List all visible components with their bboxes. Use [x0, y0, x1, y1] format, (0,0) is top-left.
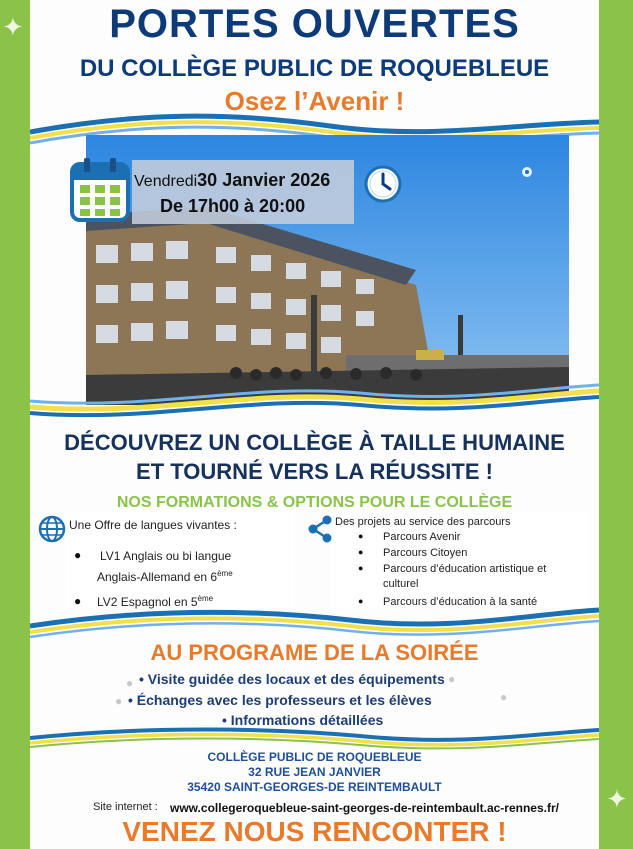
event-day: Vendredi [134, 173, 198, 190]
school-address [30, 750, 599, 795]
language-item-lv1-line2: Anglais-Allemand en 6 [97, 570, 218, 584]
programme-item: • Échanges avec les professeurs et les élèves [128, 692, 432, 708]
globe-icon [38, 515, 66, 543]
website-link[interactable]: www.collegeroquebleue-saint-georges-de-reintembault.ac-rennes.fr/ [170, 801, 559, 815]
projects-title: Des projets au service des parcours [335, 516, 511, 528]
wave-divider-middle [30, 383, 599, 423]
chat-bubble-icon: ● [115, 694, 123, 708]
language-item-lv2-text: LV2 Espagnol en 5 [97, 595, 198, 609]
sparkle-icon: ✦ [606, 784, 628, 814]
call-to-action: VENEZ NOUS RENCONTER ! [122, 816, 507, 847]
event-hours: De 17h00 à 20:00 [160, 196, 306, 216]
eye-icon [521, 166, 533, 178]
wave-divider-lower [30, 606, 599, 642]
address-line-1: COLLÈGE PUBLIC DE ROQUEBLEUE [207, 750, 422, 764]
website-label: Site internet : [93, 801, 158, 813]
programme-item: • Visite guidée des locaux et des équipements [139, 671, 445, 687]
tagline: Osez l’Avenir ! [224, 86, 405, 116]
language-item-lv1-line1: LV1 Anglais ou bi langue [100, 549, 232, 563]
project-item: Parcours d’éducation artistique et [383, 563, 547, 575]
language-item-lv2-sup: ème [197, 594, 214, 603]
bullet-icon: ● [74, 594, 82, 608]
language-item-lv1-sup: ème [217, 569, 233, 578]
chat-bubble-icon: ● [448, 672, 456, 686]
event-date [134, 170, 330, 191]
share-icon [308, 515, 332, 543]
address-line-3: 35420 SAINT-GEORGES-DE REINTEMBAULT [187, 780, 442, 794]
languages-title: Une Offre de langues vivantes : [69, 518, 237, 532]
language-item-lv1 [97, 548, 233, 586]
flyer-sheet [30, 0, 599, 849]
bullet-icon: ● [74, 548, 82, 562]
school-subtitle: DU COLLÈGE PUBLIC DE ROQUEBLEUE [79, 55, 550, 82]
bullet-icon: ● [358, 563, 364, 573]
event-date-value: 30 Janvier 2026 [197, 170, 331, 190]
chat-bubble-icon: ● [126, 676, 134, 690]
project-item: culturel [383, 578, 419, 590]
project-item: Parcours Avenir [383, 531, 461, 543]
chat-bubble-icon: ● [500, 690, 508, 704]
address-line-2: 32 RUE JEAN JANVIER [248, 765, 381, 779]
pitch-line-2: ET TOURNÉ VERS LA RÉUSSITE ! [136, 459, 493, 484]
sparkle-icon: ✦ [2, 12, 24, 42]
programme-item: • Informations détaillées [222, 712, 384, 728]
pitch-heading [30, 428, 599, 486]
bullet-icon: ● [358, 547, 364, 557]
project-item: Parcours Citoyen [383, 547, 468, 559]
bullet-icon: ● [358, 596, 364, 606]
calendar-icon [70, 158, 130, 222]
programme-heading: AU PROGRAME DE LA SOIRÉE [150, 640, 479, 665]
formations-heading: NOS FORMATIONS & OPTIONS POUR LE COLLÈGE [116, 494, 513, 511]
clock-icon [364, 165, 402, 203]
project-item: Parcours d’éducation à la santé [383, 596, 538, 608]
main-title: PORTES OUVERTES [109, 2, 520, 46]
pitch-line-1: DÉCOUVREZ UN COLLÈGE À TAILLE HUMAINE [64, 430, 565, 455]
bullet-icon: ● [358, 531, 364, 541]
